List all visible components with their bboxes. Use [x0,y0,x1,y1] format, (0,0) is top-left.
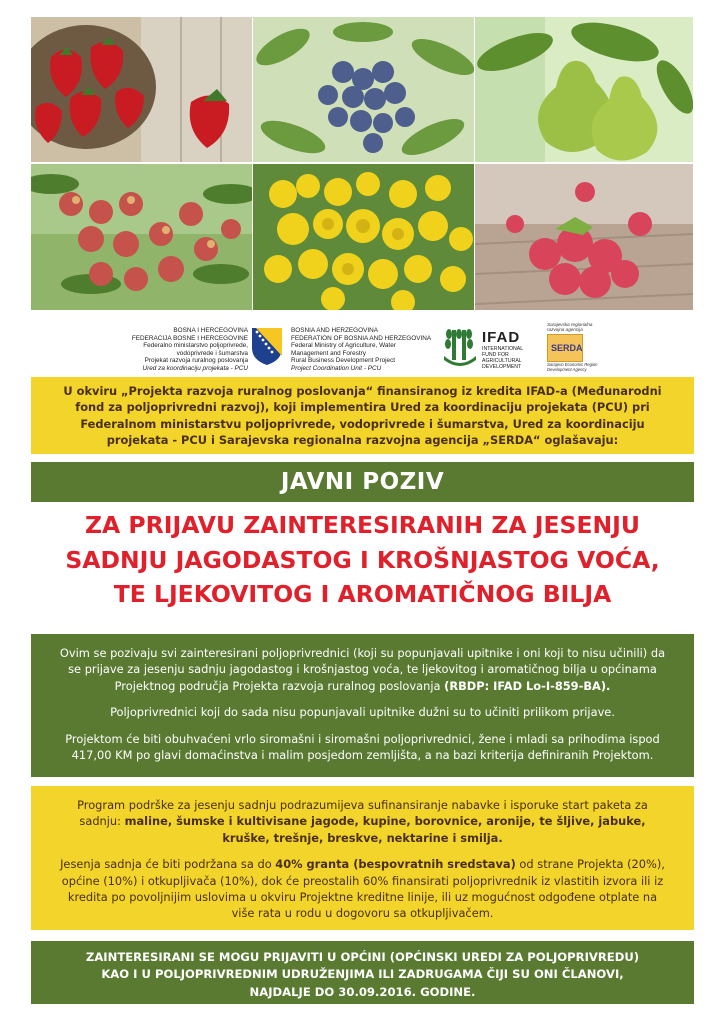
ifad-logo-icon [440,326,480,370]
tansy-flowers-photo [253,164,474,310]
plums-photo [253,17,474,162]
javni-poziv-banner [31,462,694,502]
intro-text: U okviru „Projekta razvoja ruralnog poslovanja“ finansiranog iz kredita IFAD-a (Međunarodni fond za poljoprivredni razvoj), koji implementira Ured za koordinaciju projekata (PCU) pri Federalnom ministarstvu poljoprivrede, vodoprivrede i šumarstva, Ured za koordinaciju projekata - PCU i Sarajevska regionalna razvojna agencija „SERDA“ oglašavaju: [63,384,662,448]
strawberries-photo [31,17,252,162]
support-program-section [31,786,694,930]
apples-photo [31,164,252,310]
program-paragraph: Program podrške za jesenju sadnju podrazumijeva sufinansiranje nabavke i isporuke start paketa za sadnju: maline, šumske i kultivisane jagode, kupine, borovnice, aronije, te šljive, jabuke, kruške, trešnje, breskve, nektarine i smilja. [77,798,648,845]
deadline-text: ZAINTERESIRANI SE MOGU PRIJAVITI U OPĆINI (OPĆINSKI UREDI ZA POLJOPRIVREDU) KAO I U POLJOPRIVREDNIM UDRUŽENJIMA ILI ZADRUGAMA ČIJI SU ONI ČLANOVI, NAJDALJE DO 30.09.2016. GODINE. [85,950,640,999]
raspberries-photo [475,164,693,310]
fbih-ministry-text: BOSNA I HERCEGOVINA FEDERACIJA BOSNE I HERCEGOVINE Federalno ministarstvo poljoprivrede, vodoprivrede i šumarstva Projekat razvoja ruralnog poslovanja Ured za koordinaciju projekata - PCU [131,327,248,372]
application-deadline-box [31,941,694,1004]
bih-coat-of-arms-icon [250,326,284,366]
funding-paragraph: Jesenja sadnja će biti podržana sa do 40% granta (bespovratnih sredstava) od strane Projekta (20%), općine (10%) i otkupljivača (10%), dok će preostalih 60% finansirati poljoprivrednik iz vlastitih izvora ili iz kredita po povoljnijim uslovima u okviru Projektne kreditne linije, ili uz mogućnost odgođene otplate na više rata u rodu u dogovoru sa otkupljivačem. [60,857,665,921]
partner-logos [0,320,725,376]
eligibility-section [31,634,694,777]
fbih-ministry-english-text: BOSNIA AND HERZEGOVINA FEDERATION OF BOSNIA AND HERZEGOVINA Federal Ministry of Agriculture, Water Management and Forestry Rural Business Development Project Project Coordination Unit - PCU [291,327,432,372]
serda-mark-icon: SERDA [547,334,583,362]
serda-logo: Sarajevska regionalna razvojna agencija SERDA Sarajevo Economic Region Development Agency [547,322,598,373]
intro-box [31,377,694,454]
pears-photo [475,17,693,162]
questionnaire-paragraph: Poljoprivrednici koji do sada nisu popunjavali upitnike dužni su to učiniti prilikom prijave. [110,705,615,720]
call-headline: ZA PRIJAVU ZAINTERESIRANIH ZA JESENJU SADNJU JAGODASTOG I KROŠNJASTOG VOĆA, TE LJEKOVITOG I AROMATIČNOG BILJA [65,511,660,608]
eligibility-paragraph: Ovim se pozivaju svi zainteresirani poljoprivrednici (koji su popunjavali upitnike i oni koji to nisu učinili) da se prijave za jesenju sadnju jagodastog i krošnjastog voća, te ljekovitog i aromatičnog bilja u općinama Projektnog područja Projekta razvoja ruralnog poslovanja (RBDP: IFAD Lo-I-859-BA). [59,646,666,693]
banner-title: JAVNI POZIV [280,469,445,495]
beneficiaries-paragraph: Projektom će biti obuhvaćeni vrlo siromašni i siromašni poljoprivrednici, žene i mladi sa prihodima ispod 417,00 KM po glavi domaćinstva i malim posjedom zemljišta, a na bazi kriterija definiranih Projektom. [65,731,660,763]
ifad-text: IFAD INTERNATIONAL FUND FOR AGRICULTURAL DEVELOPMENT [482,329,524,370]
